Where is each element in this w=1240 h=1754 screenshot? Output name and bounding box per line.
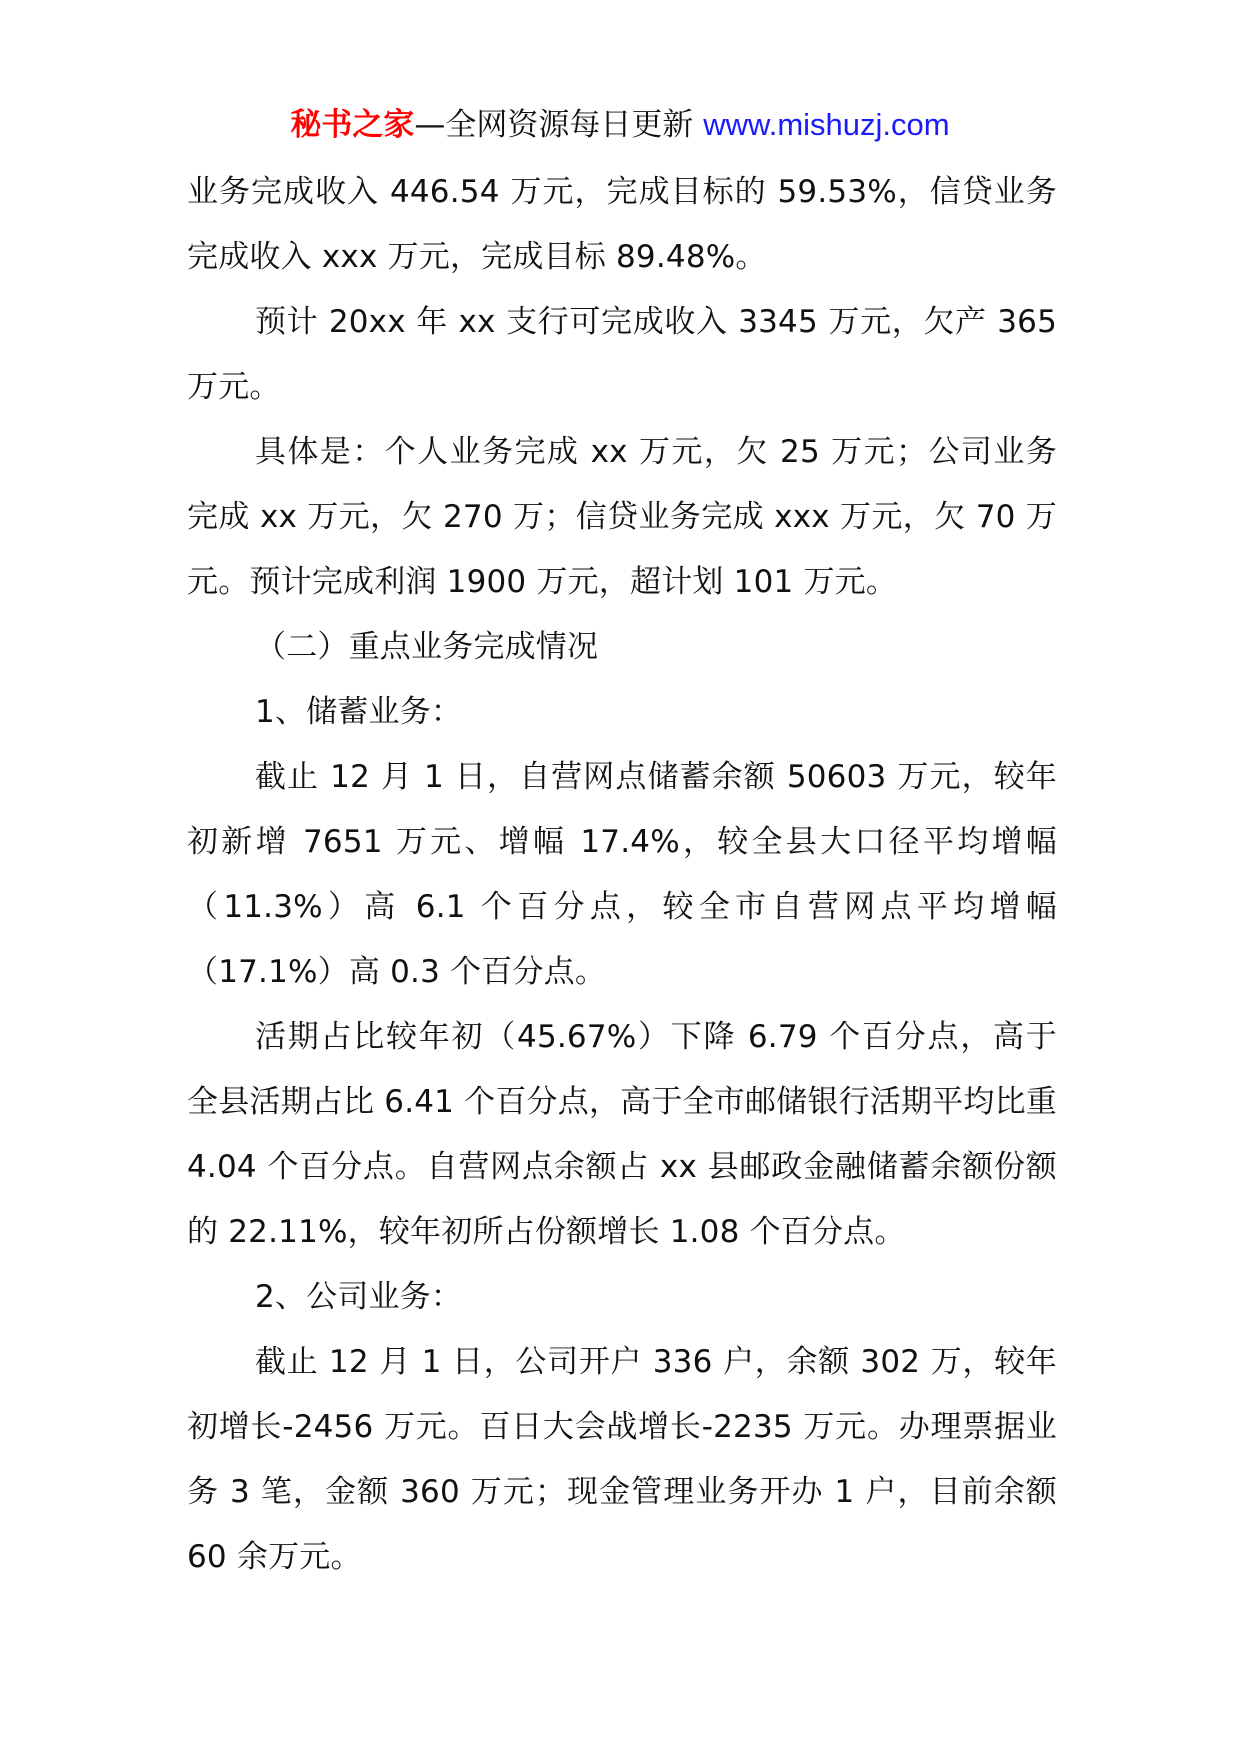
paragraph: 截止 12 月 1 日，公司开户 336 户，余额 302 万，较年初增长-2456 万元。百日大会战增长-2235 万元。办理票据业务 3 笔，金额 360 万元；现金管理业务开办 1 户，目前余额 60 余万元。: [187, 1344, 1057, 1575]
paragraph: 活期占比较年初（45.67%）下降 6.79 个百分点，高于全县活期占比 6.41 个百分点，高于全市邮储银行活期平均比重 4.04 个百分点。自营网点余额占 xx 县邮政金融储蓄余额份额的 22.11%，较年初所占份额增长 1.08 个百分点。: [187, 1019, 1057, 1250]
paragraph: 截止 12 月 1 日，自营网点储蓄余额 50603 万元，较年初新增 7651 万元、增幅 17.4%，较全县大口径平均增幅（11.3%）高 6.1 个百分点，较全市自营网点平均增幅（17.1%）高 0.3 个百分点。: [187, 759, 1057, 990]
page-header: [0, 100, 1240, 150]
subsection-heading: 1、储蓄业务：: [255, 694, 463, 730]
site-url-link[interactable]: www.mishuzj.com: [703, 107, 950, 142]
subsection-heading: 2、公司业务：: [255, 1279, 463, 1315]
section-heading: （二）重点业务完成情况: [255, 629, 599, 665]
paragraph: 业务完成收入 446.54 万元，完成目标的 59.53%，信贷业务完成收入 xxx 万元，完成目标 89.48%。: [187, 174, 1057, 275]
header-tagline: —全网资源每日更新: [414, 107, 694, 143]
paragraph: 具体是：个人业务完成 xx 万元，欠 25 万元；公司业务完成 xx 万元，欠 270 万；信贷业务完成 xxx 万元，欠 70 万元。预计完成利润 1900 万元，超计划 101 万元。: [187, 434, 1057, 600]
paragraph: 预计 20xx 年 xx 支行可完成收入 3345 万元，欠产 365 万元。: [187, 304, 1057, 405]
document-body: [187, 160, 1057, 1590]
brand-name: 秘书之家: [290, 107, 415, 143]
